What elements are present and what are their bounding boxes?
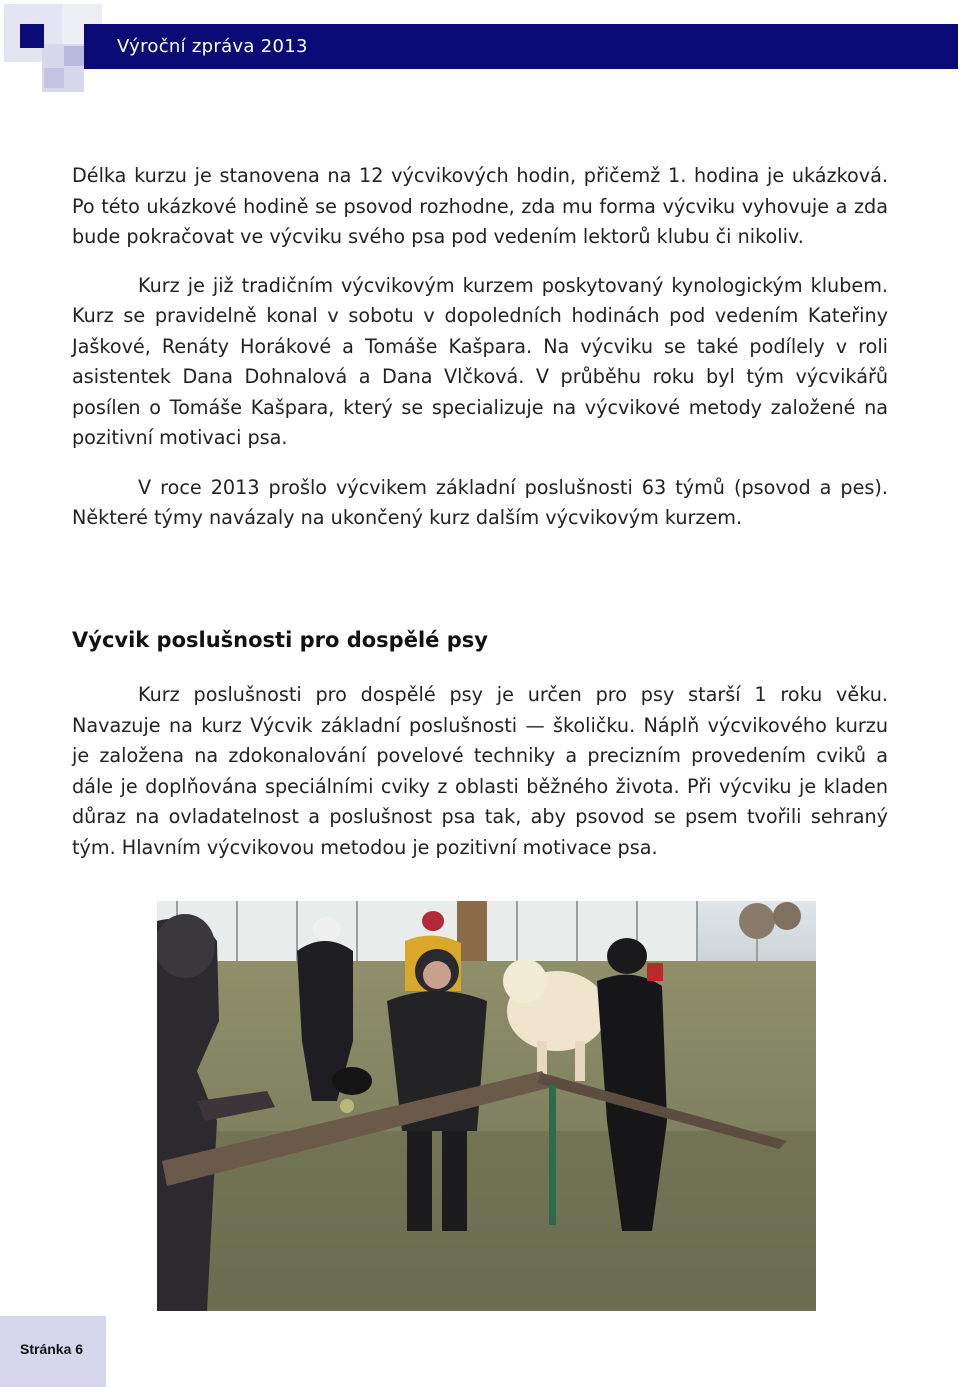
paragraph-course-length: Délka kurzu je stanovena na 12 výcvikových hodin, přičemž 1. hodina je ukázková. Po této ukázkové hodině se psovod rozhodne, zda mu forma výcviku vyhovuje a zda bude pokračovat ve výcviku svého psa pod vedením lektorů klubu či nikoliv. [72, 164, 888, 248]
page-number-box [0, 1316, 106, 1387]
paragraph-course-stats: V roce 2013 prošlo výcvikem základní poslušnosti 63 týmů (psovod a pes). Některé týmy navázaly na ukončený kurz dalším výcvikovým kurzem. [72, 475, 888, 529]
section-heading: Výcvik poslušnosti pro dospělé psy [72, 628, 488, 652]
document-body [72, 161, 888, 534]
page-number: Stránka 6 [20, 1341, 84, 1357]
training-photo [157, 901, 816, 1311]
paragraph-adult-dogs: Kurz poslušnosti pro dospělé psy je určen pro psy starší 1 roku věku. Navazuje na kurz Výcvik základní poslušnosti — školičku. Náplň výcvikového kurzu je založena na zdokonalování povelové techniky a precizním provedením cviků a dále je doplňována speciálními cviky z oblasti běžného života. Při výcviku je kladen důraz na ovladatelnost a poslušnost psa tak, aby psovod se psem tvořili sehraný tým. Hlavním výcvikovou metodou je pozitivní motivace psa. [72, 683, 888, 859]
section-body [72, 680, 888, 863]
header-bar [84, 24, 958, 69]
paragraph-course-tradition: Kurz je již tradičním výcvikovým kurzem poskytovaný kynologickým klubem. Kurz se pravidelně konal v sobotu v dopoledních hodinách pod vedením Kateřiny Jaškové, Renáty Horákové a Tomáše Kašpara. Na výcviku se také podílely v roli asistentek Dana Dohnalová a Dana Vlčková. V průběhu roku byl tým výcvikářů posílen o Tomáše Kašpara, který se specializuje na výcvikové metody založené na pozitivní motivaci psa. [72, 273, 888, 449]
report-title: Výroční zpráva 2013 [117, 36, 308, 57]
